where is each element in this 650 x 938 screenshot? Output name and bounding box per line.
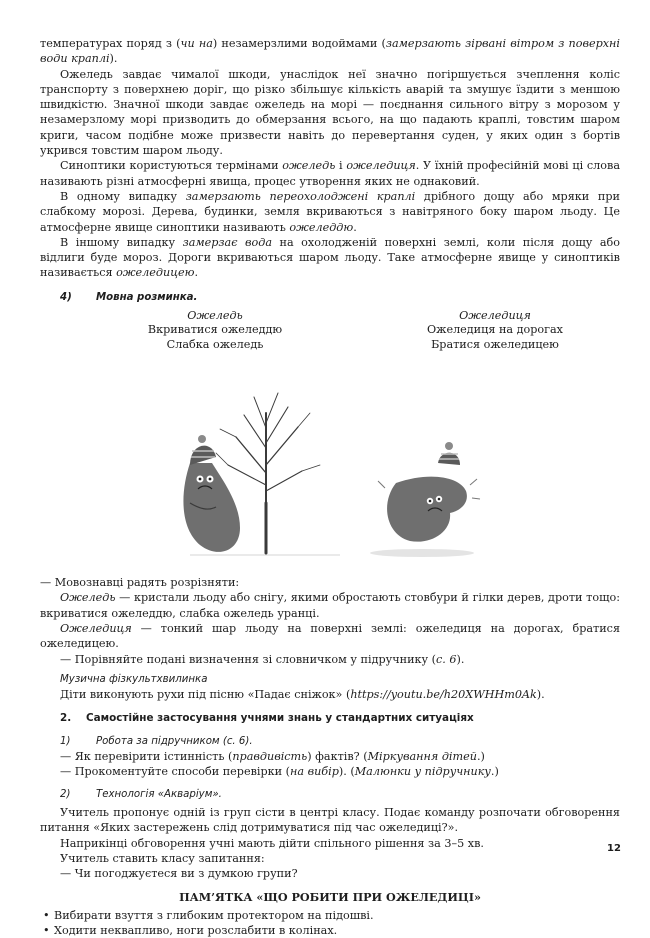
memo-list (40, 908, 620, 938)
list-item: • Ходити неквапливо, ноги розслабити в колінах. (40, 923, 620, 938)
paragraph-9: — Чи погоджуєтеся ви з думкою групи? (60, 867, 298, 881)
paragraph-5: В іншому випадку замерзає вода на охолодженій поверхні землі, коли після дощу або відлиги буде мороз. Дороги вкриваються шаром льоду. Таке атмосферне явище у синоптиків називається ожеледицею. (40, 235, 620, 280)
definition-2: Ожеледиця — тонкий шар льоду на поверхні землі: ожеледиця на дорогах, братися ожеледицею. (40, 621, 620, 651)
word-columns (40, 309, 620, 353)
definition-1: Ожеледь — кристали льоду або снігу, якими обростають стовбури й гілки дерев, дроти тощо: вкриватися ожеледдю, слабка ожеледь уранці. (40, 591, 620, 620)
left-column-line: Слабка ожеледь (166, 337, 264, 351)
section-2-heading: 2. Самостійне застосування учнями знань у стандартних ситуаціях (60, 712, 474, 725)
paragraph-4: В одному випадку замерзають переохолоджені краплі дрібного дощу або мряки при слабкому морозі. Дерева, будинки, земля вкриваються з навітряного боку шаром льоду. Це атмосферне явище синоптики називають ожеледдю. (40, 189, 620, 234)
music-title: Музична фізкультхвилинка (60, 673, 208, 685)
bullet-question-1: — Як перевірити істинність (правдивість) фактів? (Міркування дітей.) (60, 750, 485, 764)
section-4-heading: 4) Мовна розминка. (60, 291, 198, 303)
paragraph-8: Учитель ставить класу запитання: (60, 851, 265, 865)
left-column-line: Вкриватися ожеледдю (147, 323, 283, 337)
subsection-2-heading: 2) Технологія «Акваріум». (60, 788, 222, 800)
question-1: — Мовознавці радять розрізняти: (40, 576, 240, 590)
right-column (365, 309, 625, 352)
right-column-line: Братися ожеледицею (431, 337, 559, 351)
left-character-icon (183, 435, 240, 552)
list-item: • Вибирати взуття з глибоким протектором на підошві. (40, 908, 620, 923)
right-column-line: Ожеледиця на дорогах (426, 323, 563, 337)
memo-heading: ПАМ’ЯТКА «ЩО РОБИТИ ПРИ ОЖЕЛЕДИЦІ» (179, 890, 481, 905)
page-number: 12 (607, 843, 621, 854)
illustration-svg (40, 353, 620, 575)
left-column (85, 309, 345, 352)
page-content (40, 36, 620, 938)
illustration (40, 353, 620, 575)
ice-patch (370, 549, 474, 557)
paragraph-1: температурах поряд з (чи на) незамерзлими водоймами (замерзають зірвані вітром з поверхні води краплі). (40, 37, 621, 66)
paragraph-3: Синоптики користуються термінами ожеледь і ожеледиця. У їхній професійній мові ці слова називають різні атмосферні явища, процес утворення яких не однаковий. (40, 159, 620, 188)
paragraph-2: Ожеледь завдає чималої шкоди, унаслідок неї значно погіршується зчеплення коліс транспорту з поверхнею доріг, що різко збільшує кількість аварій та змушує їздити з меншою швидкістю. Значної шкоди завдає ожеледь на морі — поєднання сильного вітру з морозом у незамерзлому морі призводить до обмерзання всього, на що падають краплі, товстим шаром криги, часом подібне може призвести навіть до перевертання суден, у яких один з бортів укрився товстим шаром льоду. (40, 67, 620, 158)
subsection-1-heading: 1) Робота за підручником (с. 6). (60, 735, 253, 747)
left-column-title: Ожеледь (187, 309, 243, 323)
right-column-title: Ожеледиця (459, 309, 531, 323)
question-2: — Порівняйте подані визначення зі словничком у підручнику (с. 6). (60, 652, 465, 666)
paragraph-7: Наприкінці обговорення учні мають дійти спільного рішення за 3–5 хв. (60, 836, 484, 850)
music-text: Діти виконують рухи під пісню «Падає сніжок» (https://youtu.be/h20XWHHm0Ak). (60, 688, 545, 702)
bullet-question-2: — Прокоментуйте способи перевірки (на вибір). (Малюнки у підручнику.) (60, 765, 499, 779)
paragraph-6: Учитель пропонує одній із груп сісти в центрі класу. Подає команду розпочати обговорення питання «Яких застережень слід дотримуватися під час ожеледиці?». (40, 805, 620, 835)
right-character-icon (378, 442, 480, 542)
